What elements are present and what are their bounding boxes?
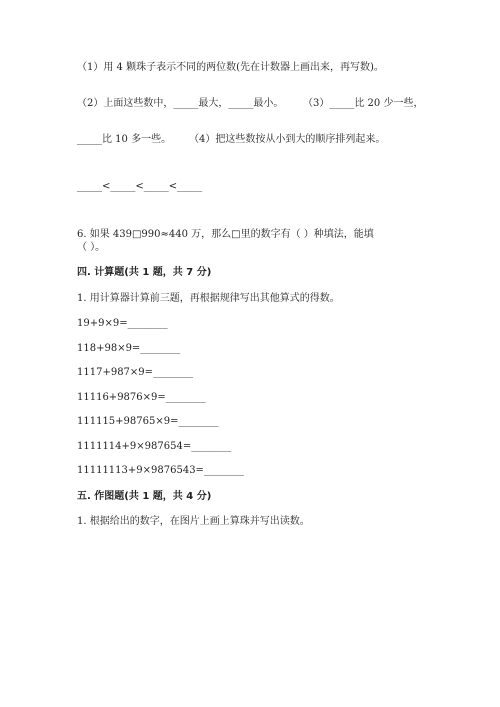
question-2-text: （2）上面这些数中，_____最大，_____最小。 xyxy=(77,98,284,109)
equation-6: 1111114+9×987654=________ xyxy=(77,441,232,452)
section-4-heading: 四. 计算题(共 1 题，共 7 分) xyxy=(77,267,212,278)
question-4-text: （4）把这些数按从小到大的顺序排列起来。 xyxy=(189,134,386,145)
equation-7: 11111113+9×9876543=________ xyxy=(77,465,244,476)
equation-1: 19+9×9=________ xyxy=(77,318,168,329)
question-6-line-2: （ ）。 xyxy=(77,242,106,253)
ordering-blanks: _____<_____<_____<_____ xyxy=(77,181,203,192)
equation-2: 118+98×9=________ xyxy=(77,343,181,354)
problem-line-1: （1）用 4 颗珠子表示不同的两位数(先在计数器上画出来，再写数)。 xyxy=(77,62,384,73)
equation-3: 1117+987×9=________ xyxy=(77,367,194,378)
section-5-instruction: 1. 根据给出的数字，在图片上画上算珠并写出读数。 xyxy=(77,516,310,527)
equation-5: 111115+98765×9=________ xyxy=(77,416,219,427)
section-4-instruction: 1. 用计算器计算前三题，再根据规律写出其他算式的得数。 xyxy=(77,293,340,304)
question-3-continued: _____比 10 多一些。 xyxy=(77,134,172,145)
question-6-line-1: 6. 如果 439□990≈440 万，那么□里的数字有（ ）种填法，能填 xyxy=(77,229,374,240)
equation-4: 11116+9876×9=________ xyxy=(77,392,206,403)
question-3-text: （3）_____比 20 少一些， xyxy=(303,98,424,109)
section-5-heading: 五. 作图题(共 1 题，共 4 分) xyxy=(77,491,212,502)
